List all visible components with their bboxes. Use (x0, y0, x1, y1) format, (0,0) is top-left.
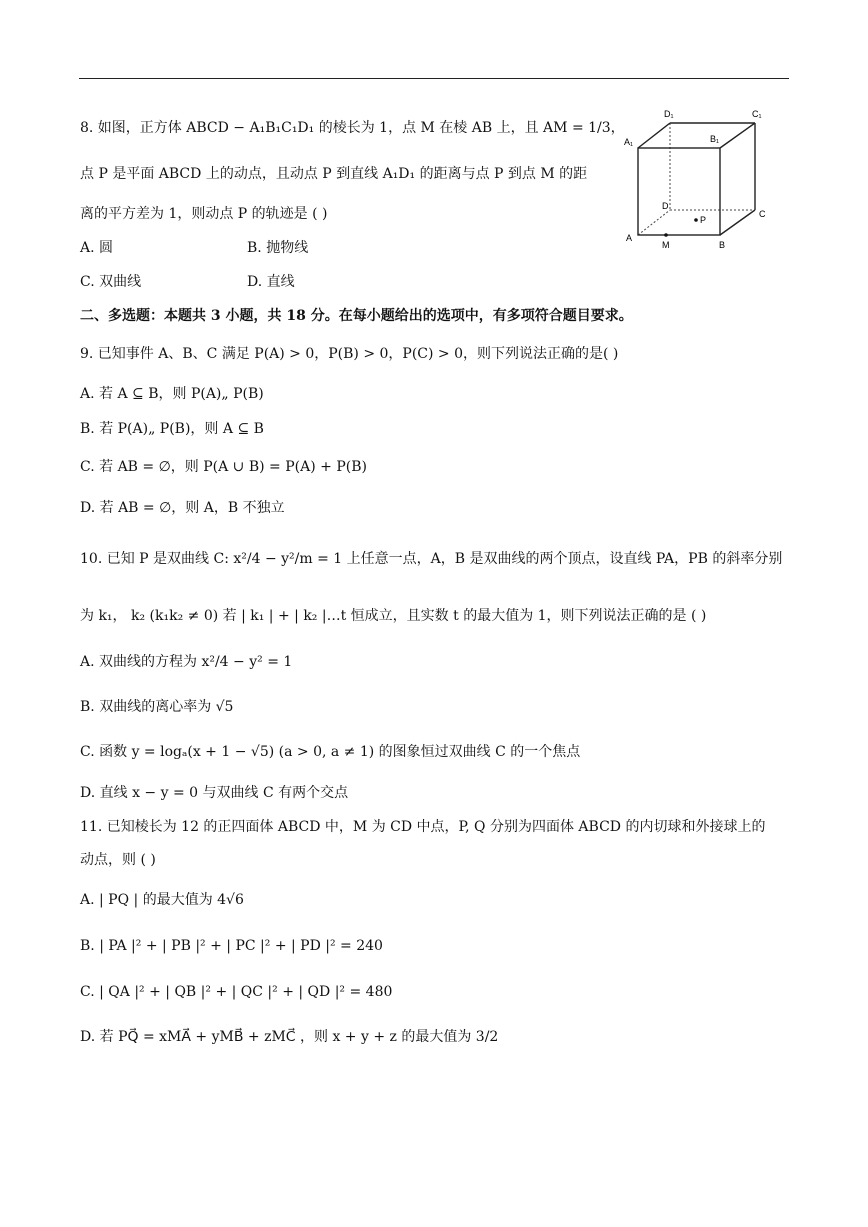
q11-line-1: 11. 已知棱长为 12 的正四面体 ABCD 中，M 为 CD 中点，P, Q 分别为四面体 ABCD 的内切球和外接球上的 (80, 819, 766, 835)
q10-line-1: 10. 已知 P 是双曲线 C: x²/4 − y²/m = 1 上任意一点，A，B 是双曲线的两个顶点，设直线 PA，PB 的斜率分别 (80, 551, 783, 567)
q8-line-3: 离的平方差为 1，则动点 P 的轨迹是 ( ) (80, 206, 328, 222)
label-b1: B₁ (710, 134, 720, 144)
label-p: P (700, 215, 707, 225)
q8-options-row-1 (80, 238, 309, 258)
q8-option-a: A. 圆 (80, 240, 114, 256)
point-m (664, 233, 668, 237)
q8-option-d: D. 直线 (247, 274, 295, 290)
q11-option-a: A. | PQ | 的最大值为 4√6 (80, 892, 244, 908)
q11-line-2: 动点，则 ( ) (80, 852, 156, 868)
q9-option-a: A. 若 A ⊆ B，则 P(A)„ P(B) (80, 386, 264, 402)
label-d1: D₁ (664, 109, 674, 119)
header-rule (79, 78, 789, 79)
q9-option-d: D. 若 AB = ∅，则 A，B 不独立 (80, 500, 285, 516)
label-c: C (759, 209, 766, 219)
q9-stem: 9. 已知事件 A、B、C 满足 P(A) > 0，P(B) > 0，P(C) > 0，则下列说法正确的是( ) (80, 346, 619, 362)
cube-figure (620, 105, 785, 255)
q10-option-a: A. 双曲线的方程为 x²/4 − y² = 1 (80, 654, 293, 670)
q11-option-b: B. | PA |² + | PB |² + | PC |² + | PD |² = 240 (80, 938, 383, 954)
q8-option-c: C. 双曲线 (80, 274, 142, 290)
label-b: B (719, 240, 726, 250)
q11-option-c: C. | QA |² + | QB |² + | QC |² + | QD |² = 480 (80, 984, 393, 1000)
q10-option-d: D. 直线 x − y = 0 与双曲线 C 有两个交点 (80, 785, 349, 801)
section-2-title: 二、多选题：本题共 3 小题，共 18 分。在每小题给出的选项中，有多项符合题目要求。 (80, 308, 633, 324)
label-a1: A₁ (624, 137, 634, 147)
label-m: M (662, 240, 670, 250)
q9-option-b: B. 若 P(A)„ P(B)，则 A ⊆ B (80, 421, 264, 437)
q8-line-1: 8. 如图，正方体 ABCD − A₁B₁C₁D₁ 的棱长为 1，点 M 在棱 AB 上，且 AM = 1/3， (80, 120, 625, 136)
q8-line-2: 点 P 是平面 ABCD 上的动点，且动点 P 到直线 A₁D₁ 的距离与点 P 到点 M 的距 (80, 166, 588, 182)
point-p (694, 218, 698, 222)
label-d: D (662, 201, 669, 211)
q8-options-row-2 (80, 272, 295, 292)
q11-option-d: D. 若 PQ⃗ = xMA⃗ + yMB⃗ + zMC⃗ ，则 x + y + z 的最大值为 3/2 (80, 1029, 499, 1045)
q10-line-2: 为 k₁， k₂ (k₁k₂ ≠ 0) 若 | k₁ | + | k₂ |…t 恒成立，且实数 t 的最大值为 1，则下列说法正确的是 ( ) (80, 608, 707, 624)
q8-option-b: B. 抛物线 (247, 240, 309, 256)
q10-option-c: C. 函数 y = logₐ(x + 1 − √5) (a > 0, a ≠ 1) 的图象恒过双曲线 C 的一个焦点 (80, 744, 581, 760)
label-c1: C₁ (752, 109, 762, 119)
label-a: A (626, 233, 633, 243)
q9-option-c: C. 若 AB = ∅，则 P(A ∪ B) = P(A) + P(B) (80, 459, 367, 475)
q10-option-b: B. 双曲线的离心率为 √5 (80, 699, 234, 715)
